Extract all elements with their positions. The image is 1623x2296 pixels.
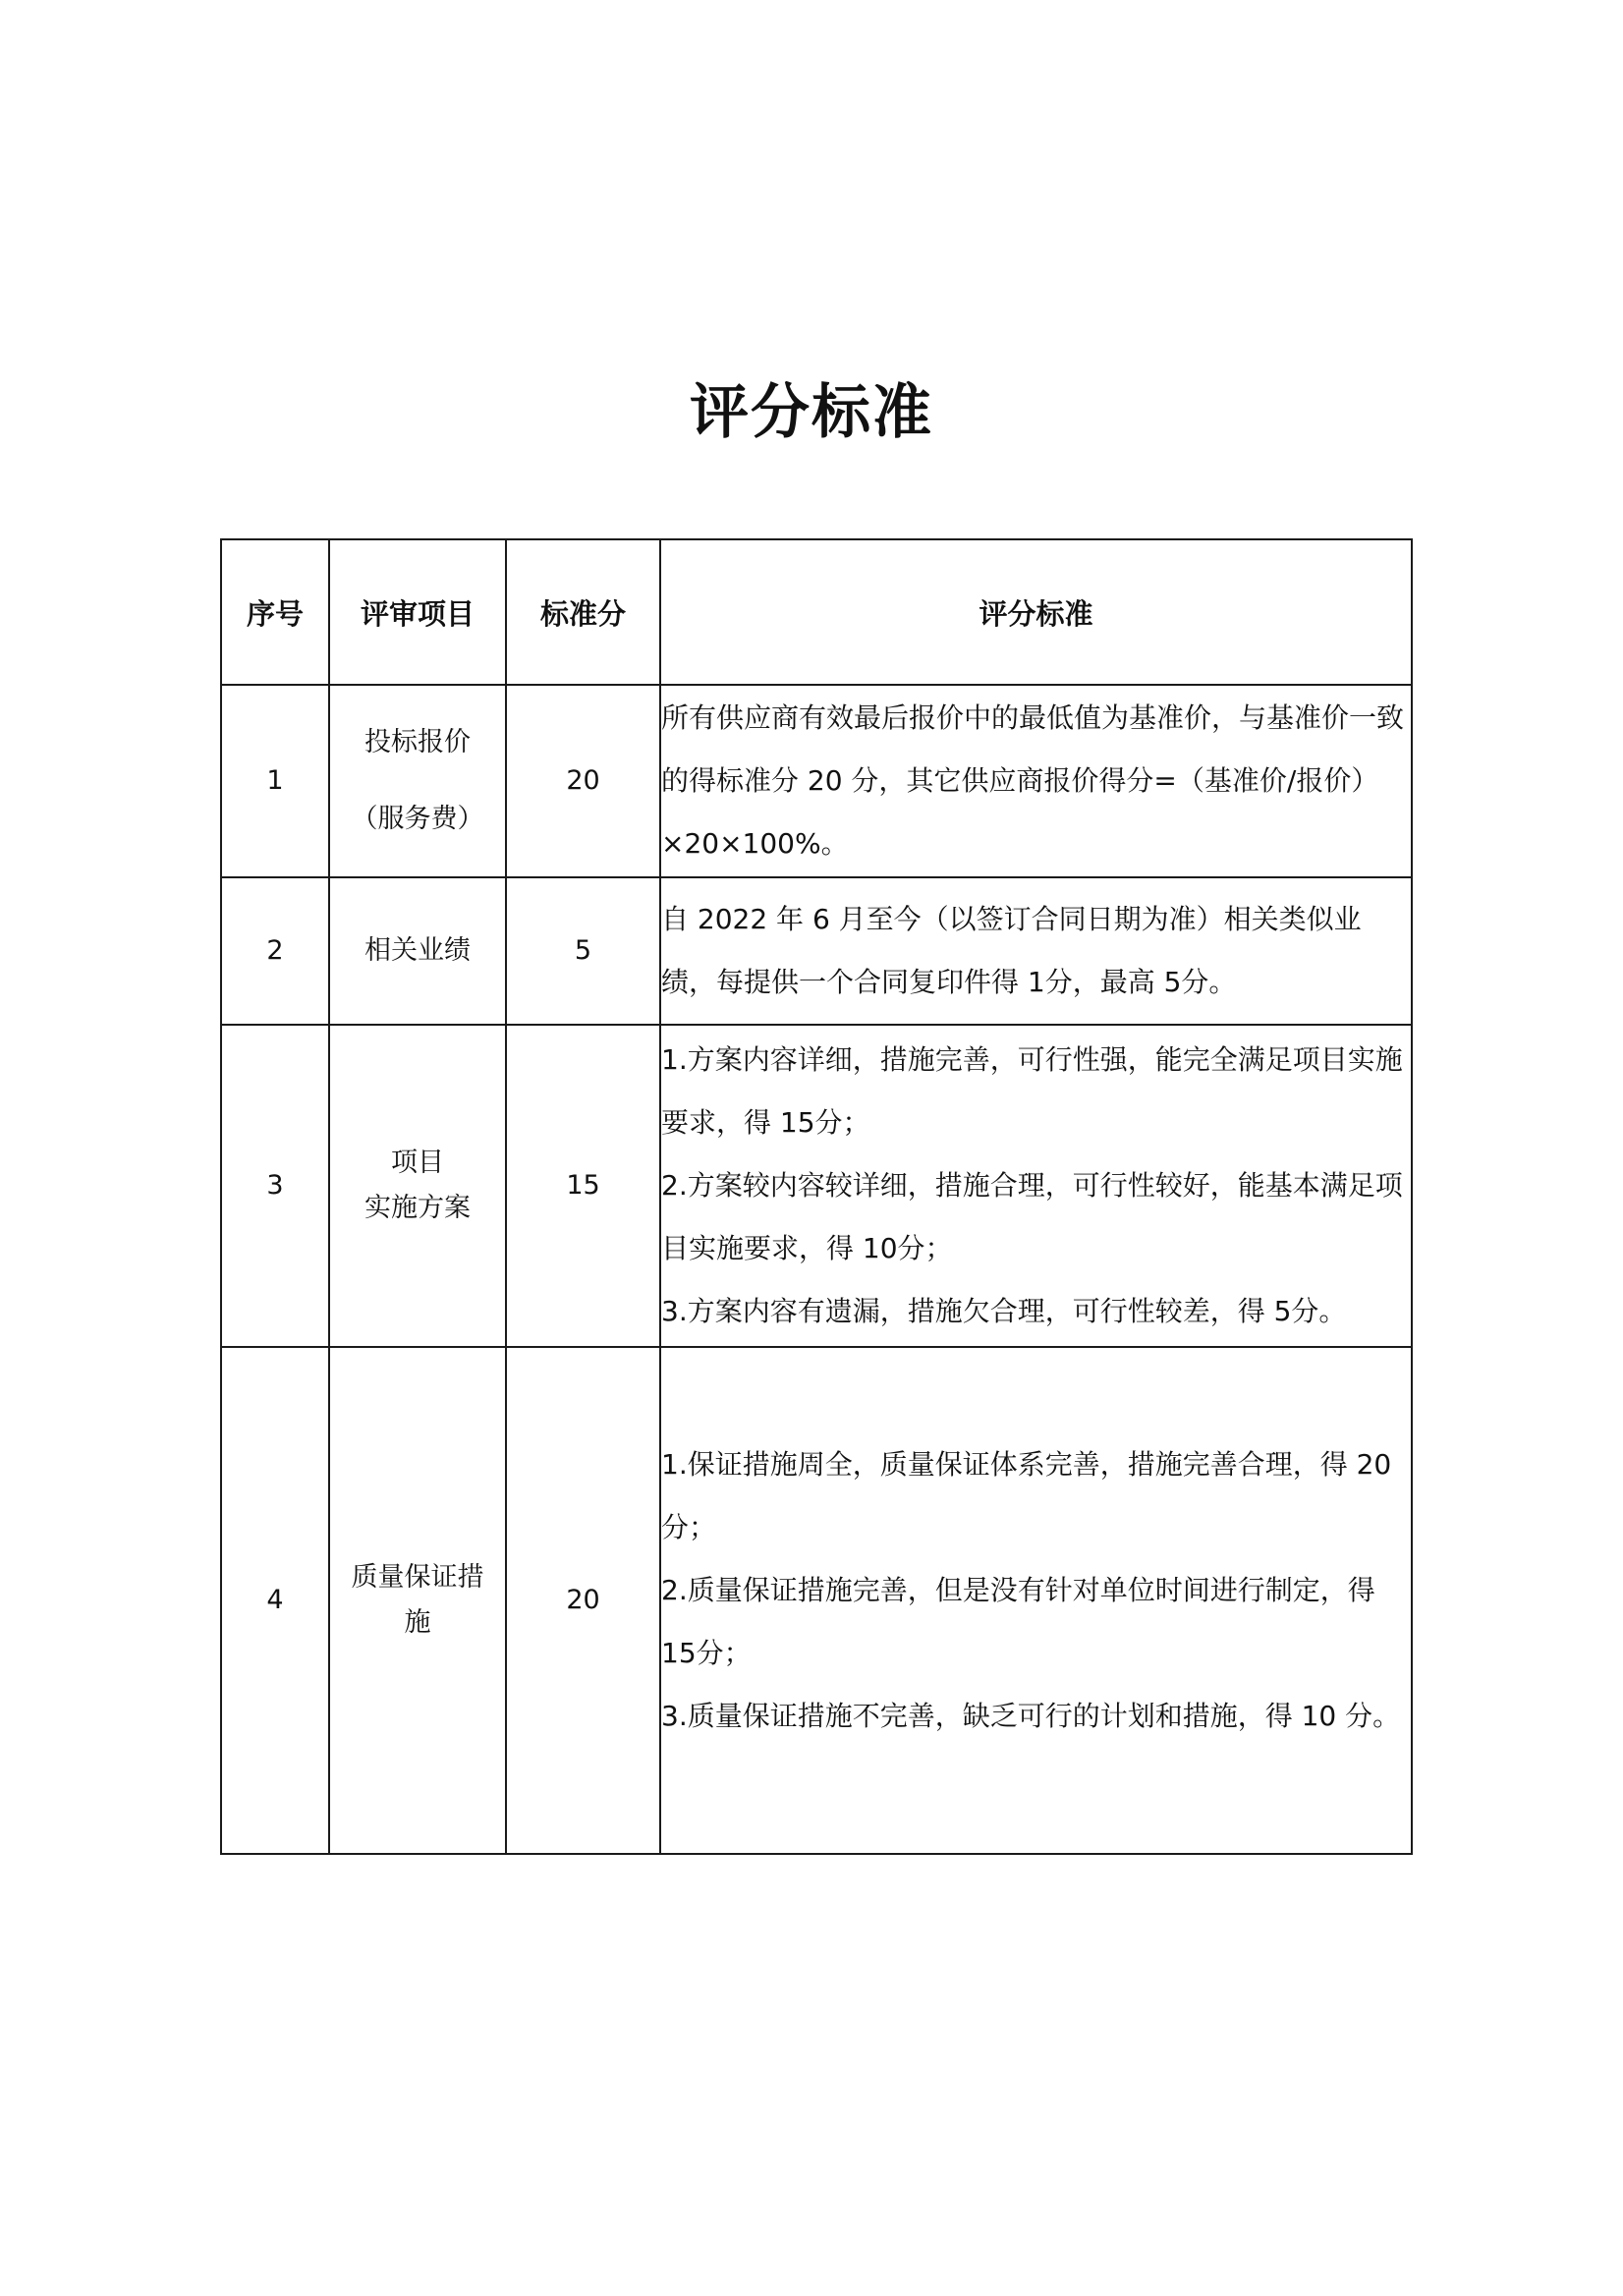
- row-index: 1: [221, 685, 329, 877]
- header-standard-score: 标准分: [506, 539, 660, 685]
- row-item-line: （服务费）: [351, 804, 484, 834]
- row-item: [329, 877, 506, 1025]
- page-title: 评分标准: [690, 378, 933, 447]
- table-row: [221, 1347, 1412, 1854]
- row-criteria: [660, 685, 1412, 877]
- scoring-table: [220, 538, 1413, 1855]
- criteria-text: 1.保证措施周全，质量保证体系完善，措施完善合理，得 20分；: [661, 1448, 1392, 1543]
- criteria-text: 3.质量保证措施不完善，缺乏可行的计划和措施，得 10 分。: [661, 1700, 1401, 1732]
- row-criteria: [660, 1347, 1412, 1854]
- row-item: [329, 1025, 506, 1347]
- row-item: [329, 685, 506, 877]
- row-score: 20: [506, 1347, 660, 1854]
- header-index: 序号: [221, 539, 329, 685]
- row-index: 4: [221, 1347, 329, 1854]
- row-index: 3: [221, 1025, 329, 1347]
- criteria-text: 2.质量保证措施完善，但是没有针对单位时间进行制定，得 15分；: [661, 1574, 1375, 1669]
- row-item: [329, 1347, 506, 1854]
- table-row: [221, 877, 1412, 1025]
- criteria-text: 所有供应商有效最后报价中的最低值为基准价，与基准价一致的得标准分 20 分，其它供应商报价得分=（基准价/报价）×20×100%。: [661, 701, 1405, 860]
- row-index: 2: [221, 877, 329, 1025]
- table-row: [221, 1025, 1412, 1347]
- row-item-line: 实施方案: [364, 1193, 471, 1223]
- row-criteria: [660, 877, 1412, 1025]
- row-score: 5: [506, 877, 660, 1025]
- row-item-line: 施: [404, 1607, 431, 1638]
- criteria-text: 3.方案内容有遗漏，措施欠合理，可行性较差，得 5分。: [661, 1295, 1347, 1327]
- header-item: 评审项目: [329, 539, 506, 685]
- row-item-line: 投标报价: [364, 727, 471, 757]
- criteria-text: 1.方案内容详细，措施完善，可行性强，能完全满足项目实施要求，得 15分；: [661, 1043, 1403, 1139]
- row-criteria: [660, 1025, 1412, 1347]
- row-item-line: 项目: [391, 1148, 444, 1178]
- row-score: 15: [506, 1025, 660, 1347]
- criteria-text: 自 2022 年 6 月至今（以签订合同日期为准）相关类似业绩，每提供一个合同复印件得 1分，最高 5分。: [661, 903, 1362, 998]
- row-item-line: 相关业绩: [364, 935, 471, 966]
- table-row: [221, 685, 1412, 877]
- criteria-text: 2.方案较内容较详细，措施合理，可行性较好，能基本满足项目实施要求，得 10分；: [661, 1169, 1403, 1264]
- table-header-row: [221, 539, 1412, 685]
- row-score: 20: [506, 685, 660, 877]
- header-criteria: 评分标准: [660, 539, 1412, 685]
- row-item-line: 质量保证措: [351, 1562, 484, 1593]
